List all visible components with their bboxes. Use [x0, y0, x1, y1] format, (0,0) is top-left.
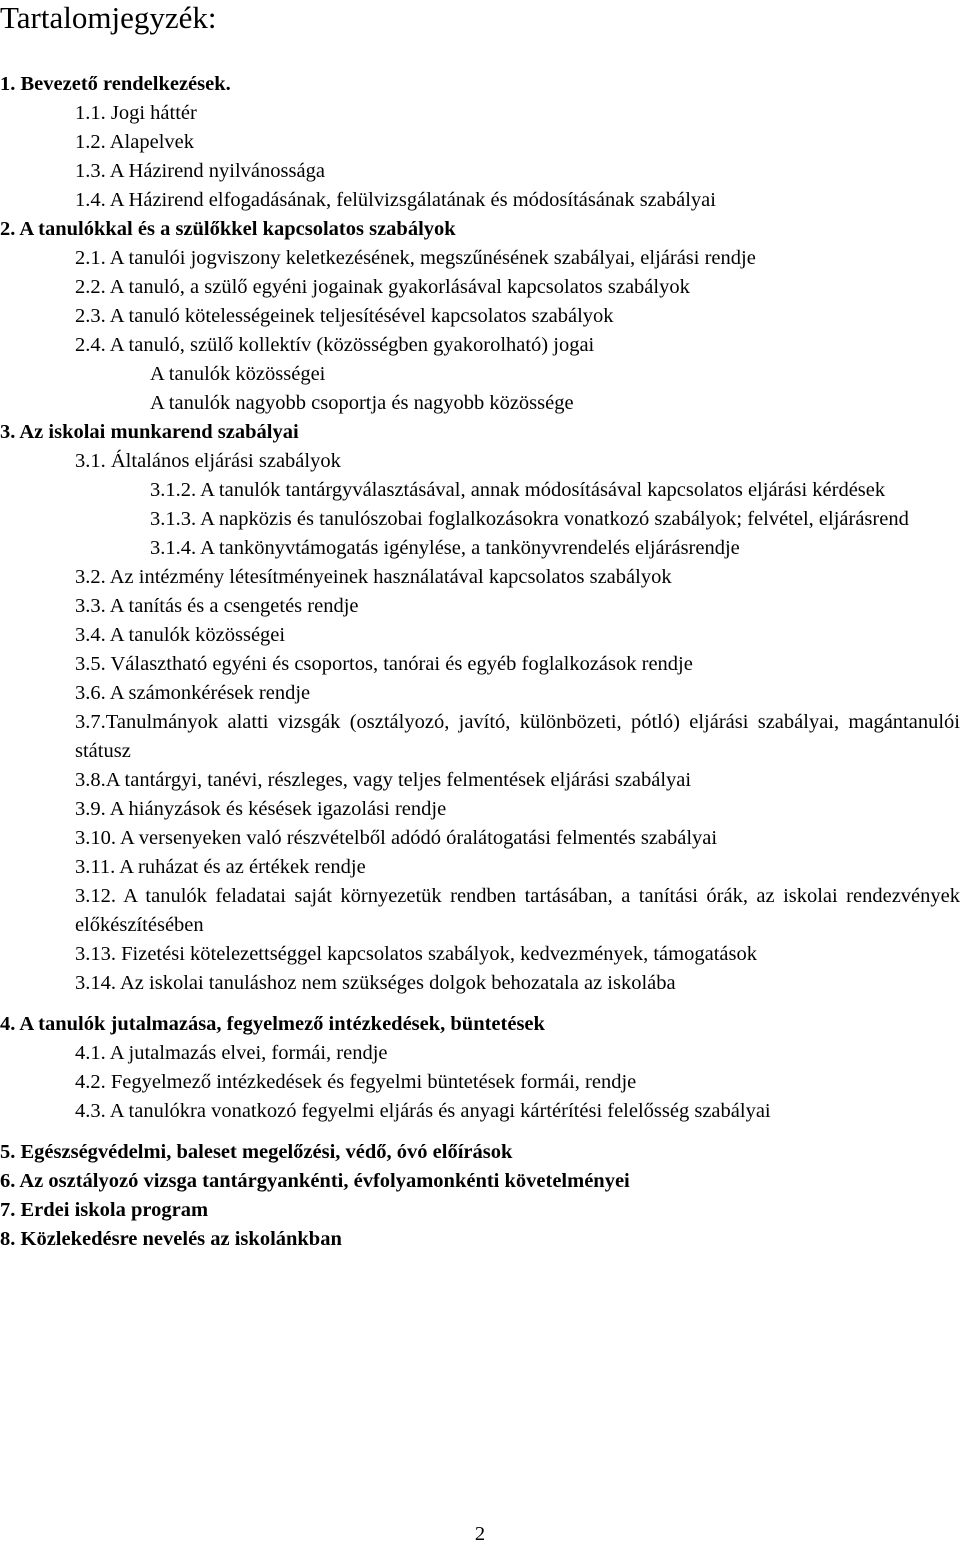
toc-entry-3-5: 3.5. Választható egyéni és csoportos, tanórai és egyéb foglalkozások rendje: [75, 653, 693, 675]
toc-entry-3: 3. Az iskolai munkarend szabályai: [0, 421, 299, 443]
toc-entry-1: 1. Bevezető rendelkezések.: [0, 73, 231, 95]
toc-entry-1-4: 1.4. A Házirend elfogadásának, felülvizsgálatának és módosításának szabályai: [75, 189, 716, 211]
toc-entry-3-11: 3.11. A ruházat és az értékek rendje: [75, 856, 366, 878]
page-title: Tartalomjegyzék:: [0, 0, 217, 35]
toc-entry-3-1-3: 3.1.3. A napközis és tanulószobai foglalkozásokra vonatkozó szabályok; felvétel, eljárásrend: [150, 508, 909, 530]
toc-entry-4-1: 4.1. A jutalmazás elvei, formái, rendje: [75, 1042, 388, 1064]
toc-entry-3-1: 3.1. Általános eljárási szabályok: [75, 450, 341, 472]
toc-entry-3-1-2: 3.1.2. A tanulók tantárgyválasztásával, annak módosításával kapcsolatos eljárási kérdések: [150, 479, 886, 501]
page-number: 2: [474, 1523, 486, 1545]
toc-entry-2-4-a: A tanulók közösségei: [150, 363, 326, 385]
toc-entry-4-3: 4.3. A tanulókra vonatkozó fegyelmi eljárás és anyagi kártérítési felelősség szabályai: [75, 1100, 771, 1122]
toc-entry-3-12: 3.12. A tanulók feladatai saját környezetük rendben tartásában, a tanítási órák, az iskolai rendezvények előkészítésében: [75, 885, 960, 936]
toc-entry-3-8: 3.8.A tantárgyi, tanévi, részleges, vagy teljes felmentések eljárási szabályai: [75, 769, 692, 791]
toc-entry-8: 8. Közlekedésre nevelés az iskolánkban: [0, 1228, 342, 1250]
toc-entry-2-3: 2.3. A tanuló kötelességeinek teljesítésével kapcsolatos szabályok: [75, 305, 614, 327]
toc-entry-2-4: 2.4. A tanuló, szülő kollektív (közösségben gyakorolható) jogai: [75, 334, 595, 356]
toc-entry-1-1: 1.1. Jogi háttér: [75, 102, 197, 124]
toc-entry-3-2: 3.2. Az intézmény létesítményeinek használatával kapcsolatos szabályok: [75, 566, 672, 588]
toc-entry-2: 2. A tanulókkal és a szülőkkel kapcsolatos szabályok: [0, 218, 456, 240]
toc-entry-3-3: 3.3. A tanítás és a csengetés rendje: [75, 595, 359, 617]
toc-entry-3-9: 3.9. A hiányzások és késések igazolási rendje: [75, 798, 447, 820]
toc-entry-3-14: 3.14. Az iskolai tanuláshoz nem szükséges dolgok behozatala az iskolába: [75, 972, 676, 994]
toc-entry-2-2: 2.2. A tanuló, a szülő egyéni jogainak gyakorlásával kapcsolatos szabályok: [75, 276, 690, 298]
toc-entry-7: 7. Erdei iskola program: [0, 1199, 209, 1221]
toc-entry-1-3: 1.3. A Házirend nyilvánossága: [75, 160, 325, 182]
toc-entry-3-6: 3.6. A számonkérések rendje: [75, 682, 311, 704]
toc-entry-3-10: 3.10. A versenyeken való részvételből adódó óralátogatási felmentés szabályai: [75, 827, 718, 849]
toc-entry-1-2: 1.2. Alapelvek: [75, 131, 194, 153]
toc-entry-5: 5. Egészségvédelmi, baleset megelőzési, védő, óvó előírások: [0, 1141, 513, 1163]
toc-entry-3-4: 3.4. A tanulók közösségei: [75, 624, 286, 646]
toc-entry-3-7: 3.7.Tanulmányok alatti vizsgák (osztályozó, javító, különbözeti, pótló) eljárási szabályai, magántanulói státusz: [75, 711, 960, 762]
toc-entry-3-13: 3.13. Fizetési kötelezettséggel kapcsolatos szabályok, kedvezmények, támogatások: [75, 943, 757, 965]
toc-entry-2-1: 2.1. A tanulói jogviszony keletkezésének, megszűnésének szabályai, eljárási rendje: [75, 247, 756, 269]
toc-entry-3-1-4: 3.1.4. A tankönyvtámogatás igénylése, a tankönyvrendelés eljárásrendje: [150, 537, 740, 559]
toc-entry-6: 6. Az osztályozó vizsga tantárgyankénti, évfolyamonkénti követelményei: [0, 1170, 630, 1192]
table-of-contents: [0, 70, 960, 1254]
toc-entry-4-2: 4.2. Fegyelmező intézkedések és fegyelmi büntetések formái, rendje: [75, 1071, 637, 1093]
toc-entry-4: 4. A tanulók jutalmazása, fegyelmező intézkedések, büntetések: [0, 1013, 545, 1035]
toc-entry-2-4-b: A tanulók nagyobb csoportja és nagyobb közössége: [150, 392, 574, 414]
